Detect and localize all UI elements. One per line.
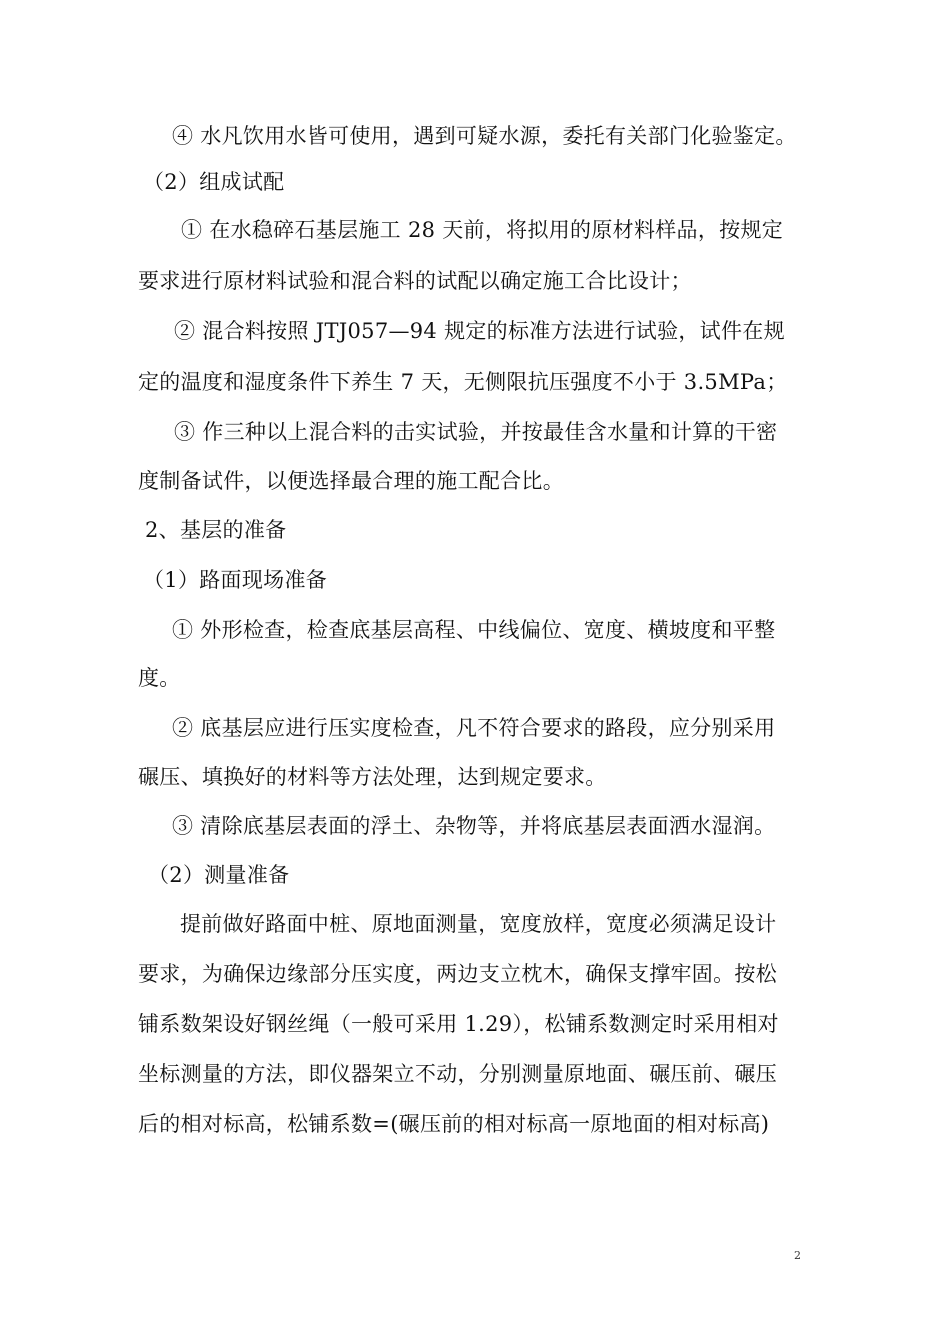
text-line: 碾压、填换好的材料等方法处理，达到规定要求。 [138,765,607,789]
text-line: 要求，为确保边缘部分压实度，两边支立枕木，确保支撑牢固。按松 [138,962,777,986]
text-line: 定的温度和湿度条件下养生 7 天，无侧限抗压强度不小于 3.5MPa； [138,370,788,394]
heading-composition-trial: （2）组成试配 [143,170,285,194]
heading-survey-preparation: （2）测量准备 [148,863,290,887]
text-line: ② 混合料按照 JTJ057—94 规定的标准方法进行试验，试件在规 [174,319,785,343]
heading-site-preparation: （1）路面现场准备 [143,568,328,592]
text-line: 坐标测量的方法，即仪器架立不动，分别测量原地面、碾压前、碾压 [138,1062,777,1086]
text-line: ③ 清除底基层表面的浮土、杂物等，并将底基层表面洒水湿润。 [172,814,776,838]
heading-base-preparation: 2、基层的准备 [145,518,287,542]
text-line: 铺系数架设好钢丝绳（一般可采用 1.29），松铺系数测定时采用相对 [138,1012,779,1036]
text-line: 度制备试件，以便选择最合理的施工配合比。 [138,469,564,493]
text-line: 后的相对标高，松铺系数=(碾压前的相对标高一原地面的相对标高) [138,1112,770,1136]
text-line: 度。 [138,666,181,690]
text-line-water-source: ④ 水凡饮用水皆可使用，遇到可疑水源，委托有关部门化验鉴定。 [172,124,797,148]
text-line: ② 底基层应进行压实度检查，凡不符合要求的路段，应分别采用 [172,716,776,740]
text-line: ① 外形检查，检查底基层高程、中线偏位、宽度、横坡度和平整 [172,618,776,642]
page-number: 2 [794,1249,801,1262]
text-line: 提前做好路面中桩、原地面测量，宽度放样，宽度必须满足设计 [180,912,777,936]
text-line: ③ 作三种以上混合料的击实试验，并按最佳含水量和计算的干密 [174,420,778,444]
text-line: ① 在水稳碎石基层施工 28 天前，将拟用的原材料样品，按规定 [181,218,784,242]
text-line: 要求进行原材料试验和混合料的试配以确定施工合比设计； [138,269,692,293]
